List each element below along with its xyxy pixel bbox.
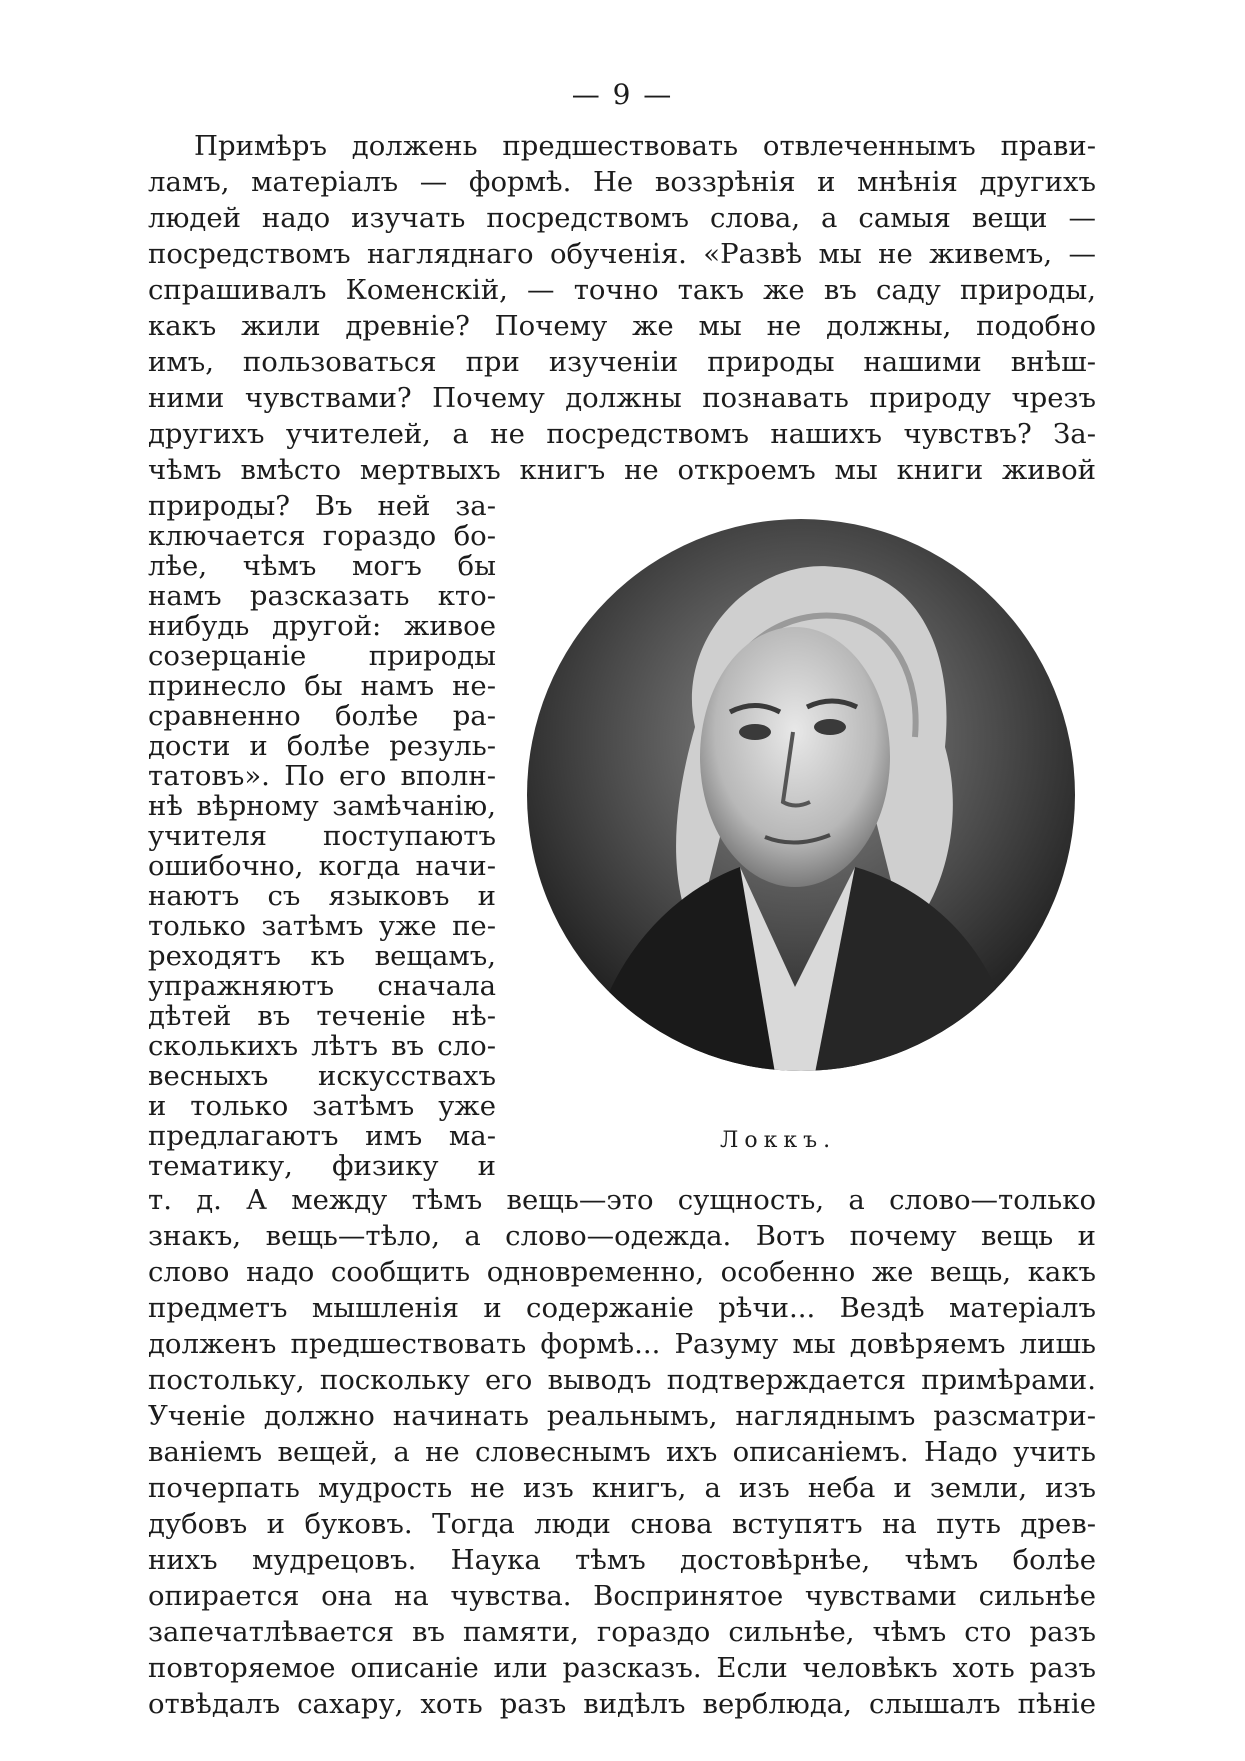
text-line: предметъ мышленія и содержаніе рѣчи... Вездѣ матеріалъ bbox=[148, 1292, 1096, 1324]
text-line: слово надо сообщить одновременно, особенно же вещь, какъ bbox=[148, 1256, 1096, 1288]
text-line: Примѣръ должень предшествовать отвлеченнымъ прави- bbox=[194, 130, 1096, 162]
text-line: природы? Въ ней за- bbox=[148, 490, 496, 522]
text-line: дубовъ и буковъ. Тогда люди снова вступятъ на путь древ- bbox=[148, 1508, 1096, 1540]
text-line: лѣе, чѣмъ могъ бы bbox=[148, 550, 496, 582]
text-line: дѣтей въ теченіе нѣ- bbox=[148, 1000, 496, 1032]
text-line: людей надо изучать посредствомъ слова, а самыя вещи — bbox=[148, 202, 1096, 234]
text-line: только затѣмъ уже пе- bbox=[148, 910, 496, 942]
text-line: почерпать мудрость не изъ книгъ, а изъ неба и земли, изъ bbox=[148, 1472, 1096, 1504]
text-line: весныхъ искусствахъ bbox=[148, 1060, 496, 1092]
text-line: ними чувствами? Почему должны познавать природу чрезъ bbox=[148, 382, 1096, 414]
text-line: созерцаніе природы bbox=[148, 640, 496, 672]
text-line: долженъ предшествовать формѣ... Разуму мы довѣряемъ лишь bbox=[148, 1328, 1096, 1360]
text-line: чѣмъ вмѣсто мертвыхъ книгъ не откроемъ мы книги живой bbox=[148, 454, 1096, 486]
text-line: сколькихъ лѣтъ въ сло- bbox=[148, 1030, 496, 1062]
text-line: принесло бы намъ не- bbox=[148, 670, 496, 702]
text-line: опирается она на чувства. Воспринятое чувствами сильнѣе bbox=[148, 1580, 1096, 1612]
text-line: ламъ, матеріалъ — формѣ. Не воззрѣнія и мнѣнія другихъ bbox=[148, 166, 1096, 198]
text-line: тематику, физику и bbox=[148, 1150, 496, 1182]
text-line: нихъ мудрецовъ. Наука тѣмъ достовѣрнѣе, чѣмъ болѣе bbox=[148, 1544, 1096, 1576]
text-line: Ученіе должно начинать реальнымъ, нагляднымъ разсматри- bbox=[148, 1400, 1096, 1432]
text-line: реходятъ къ вещамъ, bbox=[148, 940, 496, 972]
text-line: и только затѣмъ уже bbox=[148, 1090, 496, 1122]
text-line: сравненно болѣе ра- bbox=[148, 700, 496, 732]
text-line: ключается гораздо бо- bbox=[148, 520, 496, 552]
text-line: запечатлѣвается въ памяти, гораздо сильнѣе, чѣмъ сто разъ bbox=[148, 1616, 1096, 1648]
text-line: имъ, пользоваться при изученіи природы нашими внѣш- bbox=[148, 346, 1096, 378]
text-line: отвѣдалъ сахару, хоть разъ видѣлъ верблюда, слышалъ пѣніе bbox=[148, 1688, 1096, 1720]
text-line: т. д. А между тѣмъ вещь—это сущность, а слово—только bbox=[148, 1184, 1096, 1216]
text-line: учителя поступаютъ bbox=[148, 820, 496, 852]
text-line: нибудь другой: живое bbox=[148, 610, 496, 642]
page-number: — 9 — bbox=[571, 78, 674, 111]
text-line: татовъ». По его вполн- bbox=[148, 760, 496, 792]
text-line: другихъ учителей, а не посредствомъ нашихъ чувствъ? За- bbox=[148, 418, 1096, 450]
text-line: наютъ съ языковъ и bbox=[148, 880, 496, 912]
text-line: упражняютъ сначала bbox=[148, 970, 496, 1002]
text-line: предлагаютъ имъ ма- bbox=[148, 1120, 496, 1152]
text-line: дости и болѣе резуль- bbox=[148, 730, 496, 762]
portrait-caption: Локкъ. bbox=[720, 1128, 837, 1153]
text-line: повторяемое описаніе или разсказъ. Если человѣкъ хоть разъ bbox=[148, 1652, 1096, 1684]
text-line: посредствомъ нагляднаго обученія. «Развѣ мы не живемъ, — bbox=[148, 238, 1096, 270]
text-line: постольку, поскольку его выводъ подтверждается примѣрами. bbox=[148, 1364, 1096, 1396]
text-line: знакъ, вещь—тѣло, а слово—одежда. Вотъ почему вещь и bbox=[148, 1220, 1096, 1252]
text-line: нѣ вѣрному замѣчанію, bbox=[148, 790, 496, 822]
text-line: ваніемъ вещей, а не словеснымъ ихъ описаніемъ. Надо учить bbox=[148, 1436, 1096, 1468]
text-line: спрашивалъ Коменскій, — точно такъ же въ саду природы, bbox=[148, 274, 1096, 306]
text-line: ошибочно, когда начи- bbox=[148, 850, 496, 882]
text-line: какъ жили древніе? Почему же мы не должны, подобно bbox=[148, 310, 1096, 342]
portrait-image bbox=[525, 517, 1078, 1073]
text-line: намъ разсказать кто- bbox=[148, 580, 496, 612]
